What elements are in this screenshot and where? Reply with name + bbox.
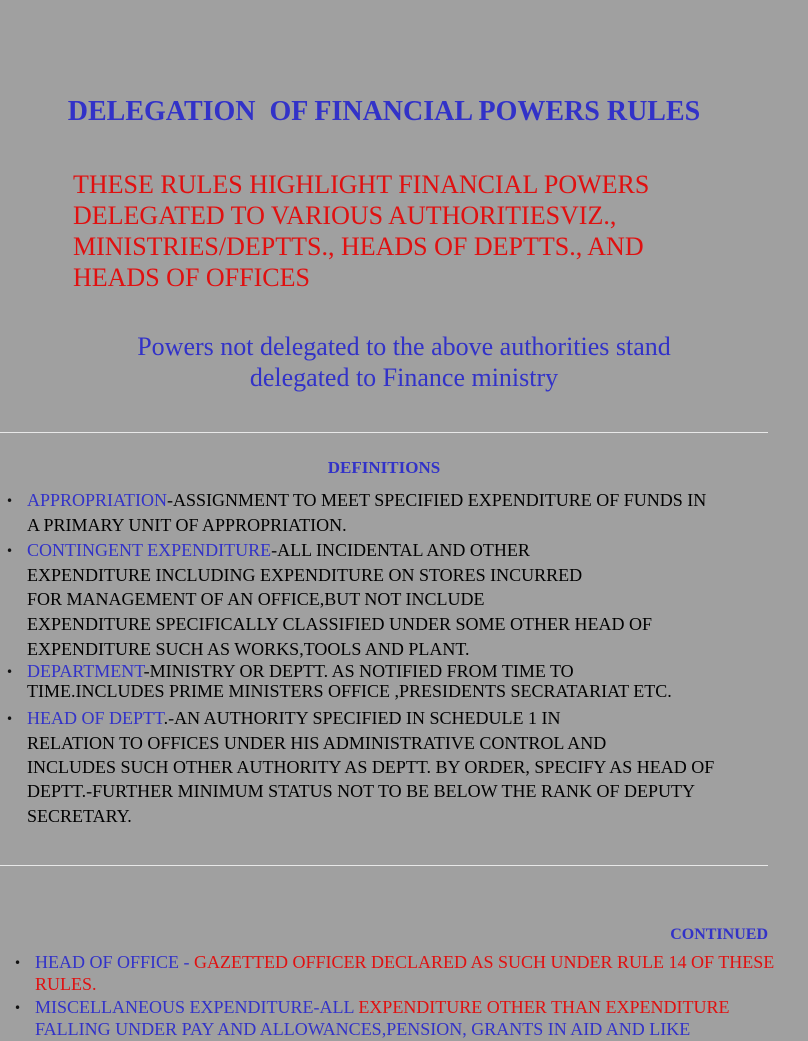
definition-line [27, 538, 530, 562]
definition-line: TIME.INCLUDES PRIME MINISTERS OFFICE ,PRESIDENTS SECRATARIAT ETC. [27, 681, 672, 701]
definition-text: EXPENDITURE OTHER THAN EXPENDITURE [358, 997, 730, 1017]
definition-term: APPROPRIATION [27, 490, 168, 510]
definition-line: EXPENDITURE INCLUDING EXPENDITURE ON STORES INCURRED [27, 565, 583, 585]
definition-text: -MINISTRY OR DEPTT. AS NOTIFIED FROM TIME TO [143, 661, 574, 681]
definition-line: FALLING UNDER PAY AND ALLOWANCES,PENSION, GRANTS IN AID AND LIKE [35, 1019, 691, 1039]
definition-text: GAZETTED OFFICER DECLARED AS SUCH UNDER RULE 14 OF THESE [194, 952, 775, 972]
definition-line: SECRETARY. [27, 806, 132, 826]
definition-text: -ALL INCIDENTAL AND OTHER [271, 540, 530, 560]
definition-term: MISCELLANEOUS EXPENDITURE-ALL [35, 997, 354, 1017]
bullet-icon: • [6, 494, 14, 508]
definitions-heading: DEFINITIONS [327, 458, 441, 477]
bullet-icon: • [6, 712, 14, 726]
rules-summary-line: MINISTRIES/DEPTTS., HEADS OF DEPTTS., AND [73, 232, 644, 261]
powers-note-line: Powers not delegated to the above authorities stand [137, 332, 671, 361]
definition-line [35, 995, 729, 1019]
bullet-icon: • [6, 544, 14, 558]
powers-note [0, 331, 808, 393]
definition-term: HEAD OF DEPTT [27, 708, 164, 728]
rules-summary [73, 169, 753, 293]
bullet-icon: • [14, 1001, 22, 1015]
definition-text: .-AN AUTHORITY SPECIFIED IN SCHEDULE 1 IN [163, 708, 561, 728]
definition-separator: - [179, 952, 195, 972]
slide-title: DELEGATION OF FINANCIAL POWERS RULES [67, 96, 701, 127]
slide-1 [0, 0, 768, 432]
continued-label: CONTINUED [670, 926, 768, 943]
definition-term: HEAD OF OFFICE [35, 952, 180, 972]
definition-line [35, 950, 774, 974]
slide-3 [0, 866, 775, 1039]
definition-line: A PRIMARY UNIT OF APPROPRIATION. [27, 515, 347, 535]
definition-line [27, 488, 706, 512]
rules-summary-line: DELEGATED TO VARIOUS AUTHORITIESVIZ., [73, 201, 617, 230]
definition-term: CONTINGENT EXPENDITURE [27, 540, 272, 560]
definition-line: RELATION TO OFFICES UNDER HIS ADMINISTRATIVE CONTROL AND [27, 733, 607, 753]
slide-2 [0, 433, 768, 865]
powers-note-line: delegated to Finance ministry [249, 363, 559, 392]
definition-line: DEPTT.-FURTHER MINIMUM STATUS NOT TO BE BELOW THE RANK OF DEPUTY [27, 781, 696, 801]
definition-term: DEPARTMENT [27, 661, 144, 681]
definition-line: INCLUDES SUCH OTHER AUTHORITY AS DEPTT. BY ORDER, SPECIFY AS HEAD OF [27, 757, 715, 777]
bullet-icon: • [6, 665, 14, 679]
definition-line [27, 706, 561, 730]
definition-line: EXPENDITURE SUCH AS WORKS,TOOLS AND PLANT. [27, 639, 470, 659]
bullet-icon: • [14, 956, 22, 970]
definition-text: -ASSIGNMENT TO MEET SPECIFIED EXPENDITURE OF FUNDS IN [167, 490, 707, 510]
definition-line: EXPENDITURE SPECIFICALLY CLASSIFIED UNDER SOME OTHER HEAD OF [27, 614, 653, 634]
definition-line: RULES. [35, 974, 97, 994]
rules-summary-line: HEADS OF OFFICES [73, 263, 310, 292]
definition-line: FOR MANAGEMENT OF AN OFFICE,BUT NOT INCLUDE [27, 589, 485, 609]
rules-summary-line: THESE RULES HIGHLIGHT FINANCIAL POWERS [73, 170, 650, 199]
